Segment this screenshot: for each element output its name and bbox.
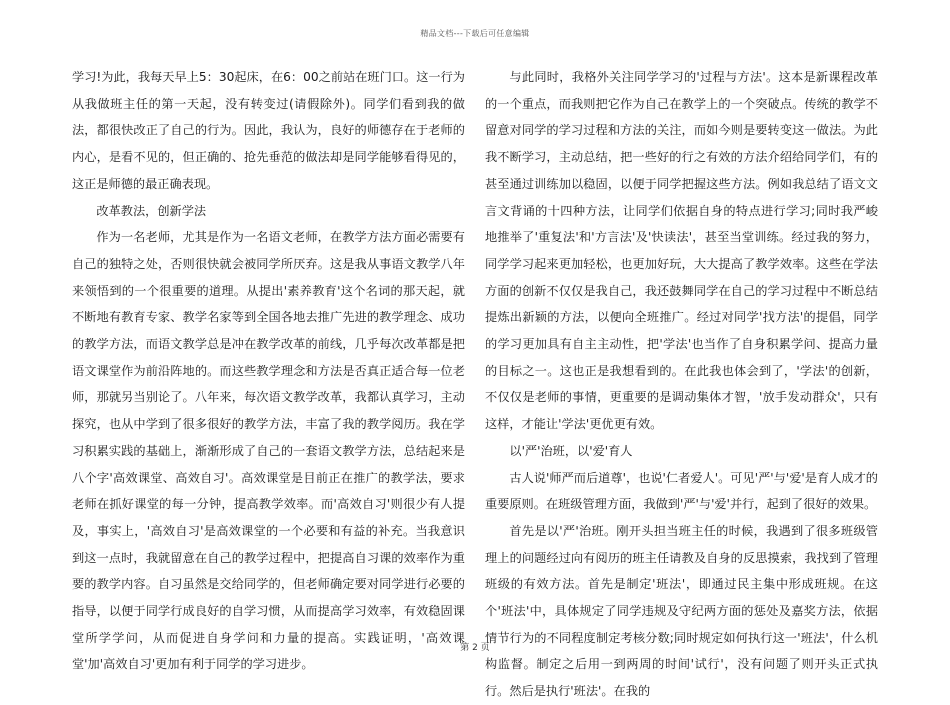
paragraph: 作为一名老师，尤其是作为一名语文老师，在教学方法方面必需要有自己的独特之处，否则很快就会被同学所厌弃。这是我从事语文教学八年来领悟到的一个很重要的道理。从提出'素养教育'这个名词的那天起，就不断地有教育专家、教学名家等到全国各地去推广先进的教学理念、成功的教学方法，而语文教学总是冲在教学改革的前线，几乎每次改革都是把语文课堂作为前沿阵地的。而这些教学理念和方法是否真正适合每一位老师，那就另当别论了。八年来，每次语文教学改革，我都认真学习，主动探究，也从中学到了很多很好的教学方法，丰富了我的教学阅历。我在学习积累实践的基础上，渐渐形成了自己的一套语文教学方法，总结起来是八个字'高效课堂、高效自习'。高效课堂是目前正在推广的教学法，要求老师在抓好课堂的每一分钟，提高教学效率。而'高效自习'则很少有人提及，事实上，'高效自习'是高效课堂的一个必要和有益的补充。当我意识到这一点时，我就留意在自己的教学过程中，把提高自习课的效率作为重要的教学内容。自习虽然是交给同学的，但老师确定要对同学进行必要的指导，以便于同学行成良好的自学习惯，从而提高学习效率，有效稳固课堂所学学问，从而促进自身学问和力量的提高。实践证明，'高效课堂'加'高效自习'更加有利于同学的学习进步。 bbox=[72, 230, 465, 672]
paragraph: 与此同时，我格外关注同学学习的'过程与方法'。这本是新课程改革的一个重点，而我则把它作为自己在教学上的一个突破点。传统的教学不留意对同学的学习过程和方法的关注，而如今则是要转变这一做法。为此我不断学习，主动总结，把一些好的行之有效的方法介绍给同学们，有的甚至通过训练加以稳固，以便于同学把握这些方法。例如我总结了语文文言文背诵的十四种方法，让同学们依据自身的特点进行学习;同时我严峻 地推举了'重复法'和'方言法'及'快读法'，甚至当堂训练。经过我的努力，同学学习起来更加轻松，也更加好玩，大大提高了教学效率。这些在学法方面的创新不仅仅是我自己，我还鼓舞同学在自己的学习过程中不断总结提炼出新颖的方法，以便向全班推广。经过对同学'找方法'的提倡，同学的学习更加具有自主主动性，把'学法'也当作了自身积累学问、提高力量的目标之一。这也正是我想看到的。在此我也体会到了，'学法'的创新，不仅仅是老师的事情，更重要的是调动集体才智，'放手发动群众'，只有这样，才能让'学法'更优更有效。 bbox=[485, 70, 878, 432]
section-heading: 以'严'治班，以'爱'育人 bbox=[509, 443, 633, 458]
section-heading: 改革教法，创新学法 bbox=[96, 203, 207, 218]
page-header: 精品文档---下载后可任意编辑 bbox=[420, 29, 530, 38]
paragraph-continued: 学习!为此，我每天早上5：30起床，在6：00之前站在班门口。这一行为从我做班主任的第一天起，没有转变过(请假除外)。同学们看到我的做法，都很快改正了自己的行为。因此，我认为，良好的师德存在于老师的内心，是看不见的，但正确的、抢先垂范的做法却是同学能够看得见的，这正是师德的最正确表现。 bbox=[72, 70, 465, 191]
left-column bbox=[72, 64, 465, 678]
page-number: 第 2 页 bbox=[460, 643, 490, 653]
paragraph: 首先是以'严'治班。刚开头担当班主任的时候，我遇到了很多班级管理上的问题经过向有阅历的班主任请教及自身的反思摸索，我找到了管理班级的有效方法。首先是制定'班法'，即通过民主集中形成班规。在这个'班法'中，具体规定了同学违规及守纪两方面的惩处及嘉奖方法，依据情节行为的不同程度制定考核分数;同时规定如何执行这一'班法'，什么机构监督。制定之后用一到两周的时间'试行'，没有问题了则开头正式执行。然后是执行'班法'。在我的 bbox=[485, 523, 878, 699]
right-column bbox=[485, 64, 878, 705]
paragraph: 古人说'师严而后道尊'，也说'仁者爱人'。可见'严'与'爱'是育人成才的重要原则。在班级管理方面，我做到'严'与'爱'并行，起到了很好的效果。 bbox=[485, 470, 878, 512]
